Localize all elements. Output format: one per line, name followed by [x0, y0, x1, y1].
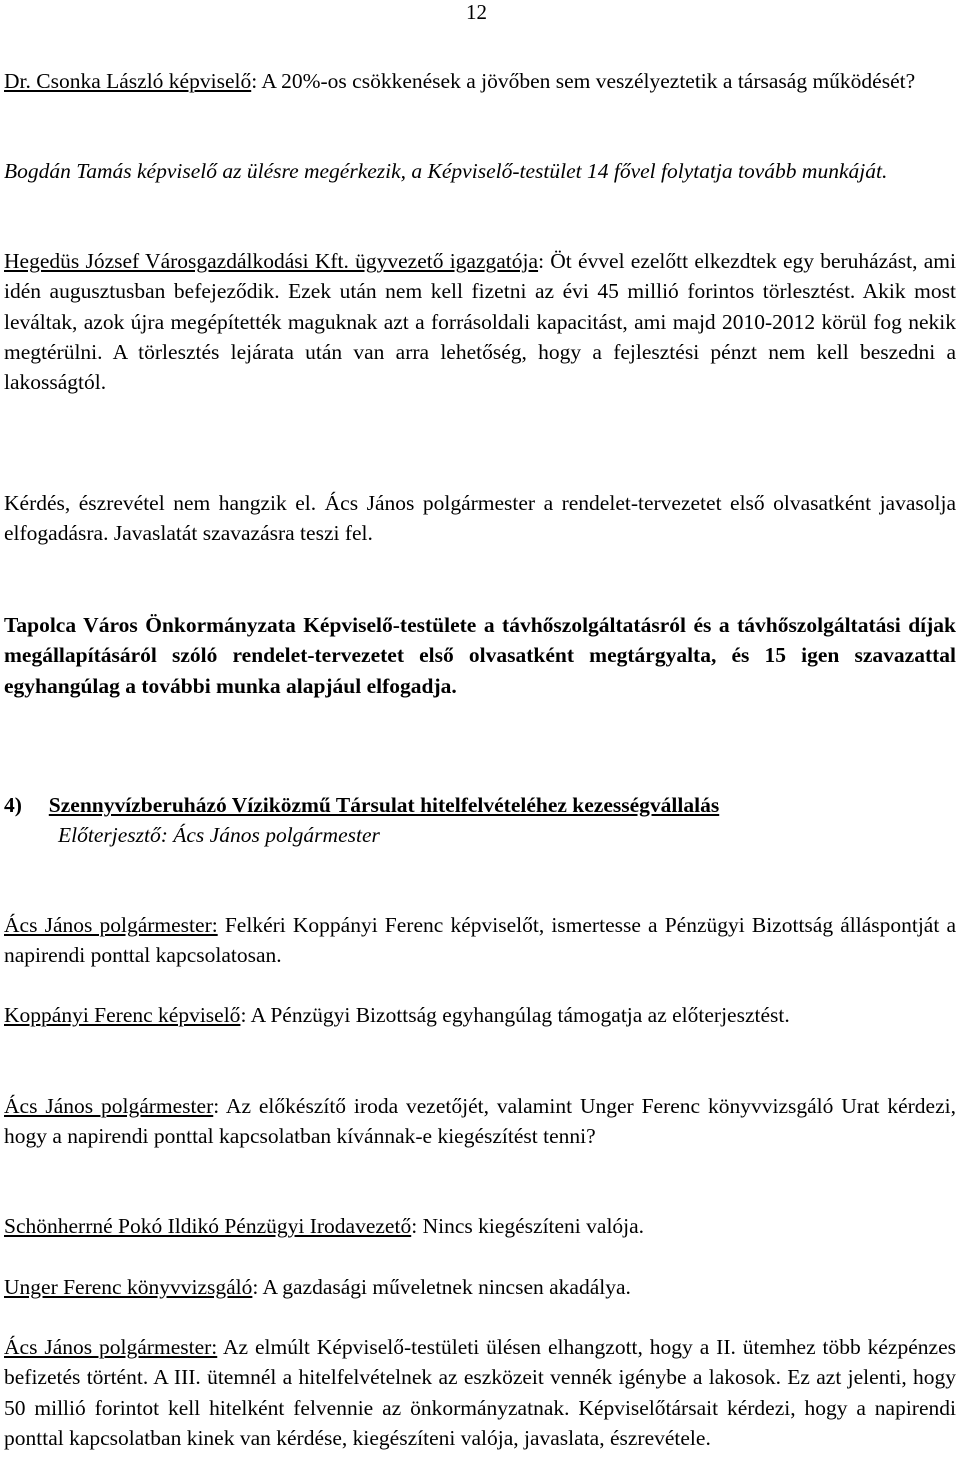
- speaker-name: Hegedüs József Városgazdálkodási Kft. ügyvezető igazgatója: [4, 249, 539, 273]
- agenda-item-4: [4, 790, 956, 851]
- speaker-name: Koppányi Ferenc képviselő: [4, 1003, 241, 1027]
- paragraph-schonherrne: [4, 1211, 956, 1241]
- page-number: 12: [466, 0, 487, 24]
- paragraph-csonka: [4, 66, 956, 96]
- agenda-number: 4): [4, 793, 22, 817]
- paragraph-text: A gazdasági műveletnek nincsen akadálya.: [258, 1275, 631, 1299]
- paragraph-hegedus: [4, 246, 956, 397]
- speaker-name: Ács János polgármester:: [4, 1335, 218, 1359]
- speaker-separator: :: [538, 249, 545, 273]
- paragraph-acs-2: [4, 1091, 956, 1152]
- paragraph-koppanyi: [4, 1000, 956, 1030]
- speaker-name: Unger Ferenc könyvvizsgáló: [4, 1275, 253, 1299]
- paragraph-text: Az elmúlt Képviselő-testületi ülésen elhangzott, hogy a II. ütemhez több kézpénzes befizetés történt. A III. ütemnél a hitelfelvételnek az eszközeit vennék igénybe a lakosok. Ez azt jelenti, hogy 50 millió forintot kell hitelként felvennie az önkormányzatnak. Képviselőtársait kérdezi, hogy a napirendi ponttal kapcsolatban kinek van kérdése, kiegészíteni valója, javaslata, észrevétele.: [4, 1335, 956, 1450]
- paragraph-text: Öt évvel ezelőtt elkezdtek egy beruházást, ami idén augusztusban befejeződik. Ezek után nem kell fizetni az évi 45 millió forintos törlesztést. Akik most leváltak, azok újra megépítették maguknak azt a forrásoldali kapacitást, ami majd 2010-2012 körül fog nekik megtérülni. A törlesztés lejárata után van arra lehetőség, hogy a fejlesztési pénzt nem kell beszedni a lakosságtól.: [4, 249, 956, 395]
- paragraph-acs-1: [4, 910, 956, 971]
- paragraph-unger: [4, 1272, 956, 1302]
- paragraph-text: Bogdán Tamás képviselő az ülésre megérkezik, a Képviselő-testület 14 fővel folytatja tovább munkáját.: [4, 159, 888, 183]
- speaker-name: Schönherrné Pokó Ildikó Pénzügyi Irodavezető: [4, 1214, 412, 1238]
- paragraph-text: A Pénzügyi Bizottság egyhangúlag támogatja az előterjesztést.: [246, 1003, 790, 1027]
- agenda-presenter: Előterjesztő: Ács János polgármester: [58, 823, 380, 848]
- speaker-separator: :: [252, 1275, 259, 1299]
- speaker-name: Ács János polgármester:: [4, 913, 218, 937]
- paragraph-text: A 20%-os csökkenések a jövőben sem veszélyeztetik a társaság működését?: [257, 69, 916, 93]
- paragraph-text: Nincs kiegészíteni valója.: [417, 1214, 645, 1238]
- speaker-name: Dr. Csonka László képviselő: [4, 69, 252, 93]
- paragraph-text: Az előkészítő iroda vezetőjét, valamint Unger Ferenc könyvvizsgáló Urat kérdezi, hogy a napirendi ponttal kapcsolatban kívánnak-e kiegészítést tenni?: [4, 1094, 956, 1149]
- paragraph-acs-3: [4, 1332, 956, 1453]
- paragraph-text: Felkéri Koppányi Ferenc képviselőt, ismertesse a Pénzügyi Bizottság álláspontját a napirendi ponttal kapcsolatosan.: [4, 913, 957, 968]
- paragraph-no-questions: [4, 488, 956, 549]
- paragraph-bogdan-arrives: [4, 156, 956, 186]
- resolution-paragraph: [4, 610, 956, 701]
- speaker-separator: :: [240, 1003, 247, 1027]
- speaker-separator: :: [411, 1214, 418, 1238]
- paragraph-text: Tapolca Város Önkormányzata Képviselő-testülete a távhőszolgáltatásról és a távhőszolgáltatási díjak megállapításáról szóló rendelet-tervezetet első olvasatként megtárgyalta, és 15 igen szavazattal egyhangúlag a további munka alapjául elfogadja.: [4, 613, 956, 698]
- speaker-separator: :: [213, 1094, 220, 1118]
- speaker-name: Ács János polgármester: [4, 1094, 214, 1118]
- speaker-separator: :: [251, 69, 258, 93]
- agenda-title: Szennyvízberuházó Víziközmű Társulat hitelfelvételéhez kezességvállalás: [48, 793, 720, 817]
- paragraph-text: Kérdés, észrevétel nem hangzik el. Ács János polgármester a rendelet-tervezetet első olvasatként javasolja elfogadásra. Javaslatát szavazásra teszi fel.: [4, 491, 956, 546]
